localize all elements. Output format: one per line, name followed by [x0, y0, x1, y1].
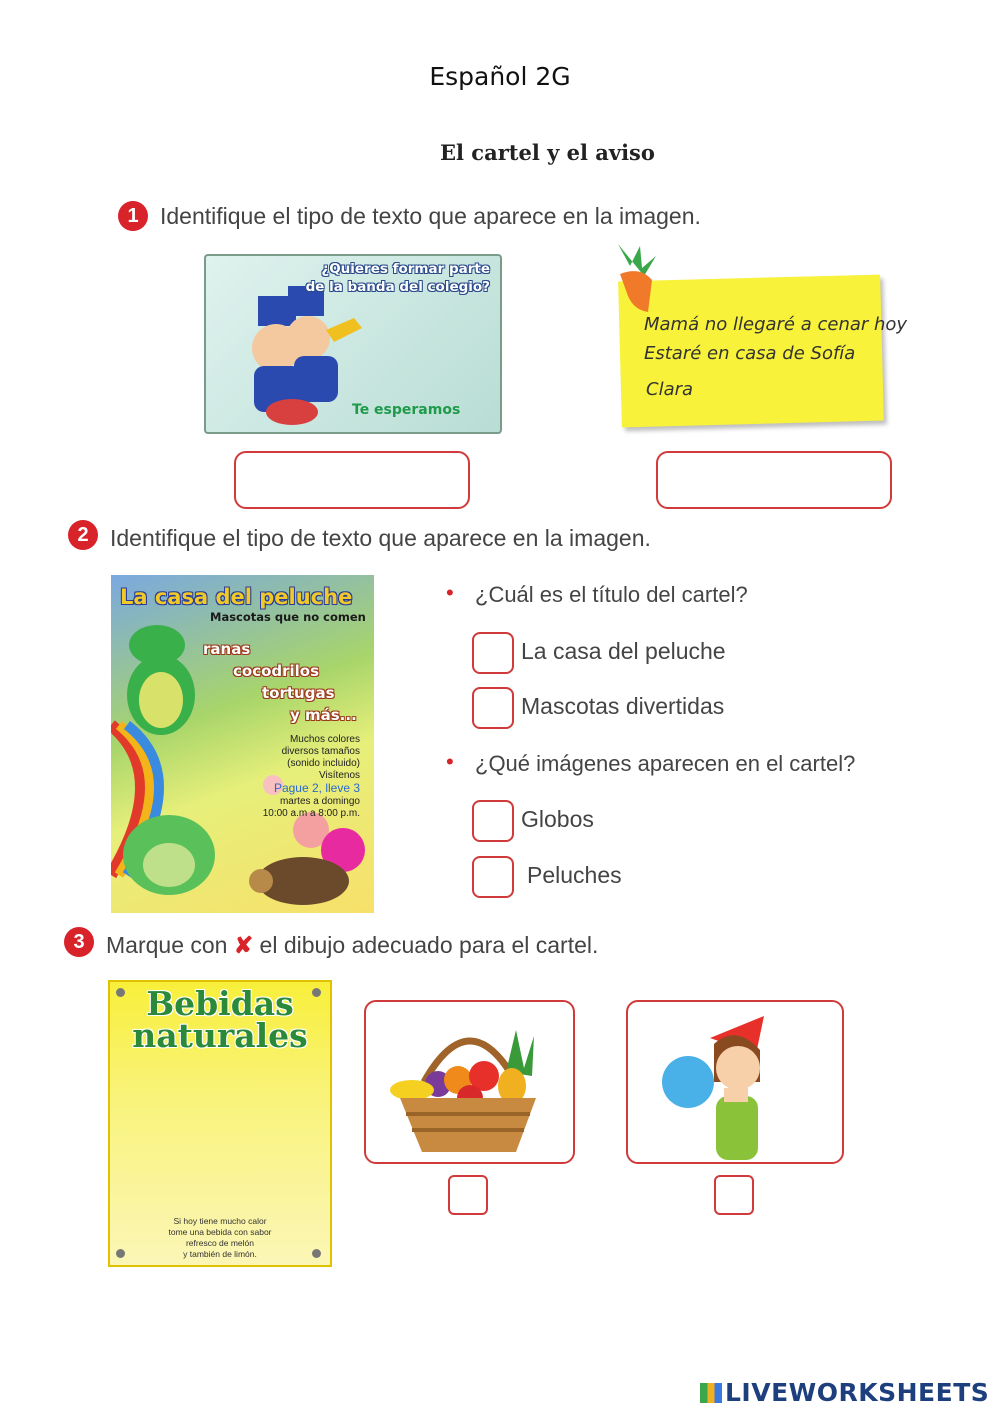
- section-title: El cartel y el aviso: [440, 140, 655, 165]
- option-b1-label: Globos: [521, 806, 594, 832]
- peluche-promo: Pague 2, lleve 3: [273, 781, 360, 795]
- option-b2-label: Peluches: [527, 862, 622, 888]
- checkbox-option-b2[interactable]: [472, 856, 514, 898]
- question-number-1: 1: [118, 201, 148, 231]
- peluche-word-1: ranas: [203, 640, 251, 658]
- note-line-1: Mamá no llegaré a cenar hoy: [644, 314, 908, 335]
- band-poster-heading: ¿Quieres formar parte de la banda del colegio?: [305, 261, 490, 295]
- note-line-2: Estaré en casa de Sofía: [644, 343, 856, 364]
- checkbox-option-a1[interactable]: [472, 632, 514, 674]
- bullet-icon: •: [446, 749, 454, 774]
- peluche-hours: martes a domingo 10:00 a.m a 8:00 p.m.: [262, 796, 360, 819]
- fruit-basket-icon: [366, 1002, 573, 1162]
- answer-box-1a[interactable]: [234, 451, 470, 509]
- peluche-poster-subtitle: Mascotas que no comen: [210, 610, 366, 624]
- question-number-2: 2: [68, 520, 98, 550]
- bebidas-poster-footer: Si hoy tiene mucho calor tome una bebida con sabor refresco de melón y también de limón.: [168, 1216, 272, 1259]
- peluche-details: Muchos colores diversos tamaños (sonido incluido) Visítenos: [281, 734, 360, 781]
- question-number-3: 3: [64, 927, 94, 957]
- brand-icon: [700, 1383, 722, 1403]
- x-mark-icon: ✘: [233, 932, 254, 958]
- fruit-basket-option[interactable]: [364, 1000, 575, 1164]
- question-2a: ¿Cuál es el título del cartel?: [475, 582, 748, 607]
- checkbox-fruit-basket[interactable]: [448, 1175, 488, 1215]
- question-2-instruction: Identifique el tipo de texto que aparece en la imagen.: [110, 525, 651, 551]
- checkbox-girl-balloon[interactable]: [714, 1175, 754, 1215]
- bebidas-poster-title: Bebidas naturales: [132, 984, 308, 1055]
- question-2b: ¿Qué imágenes aparecen en el cartel?: [475, 751, 856, 776]
- option-a2-label: Mascotas divertidas: [521, 693, 725, 719]
- pin-icon: [312, 1249, 321, 1258]
- carrot-icon: [600, 240, 670, 315]
- peluche-word-2: cocodrilos: [233, 662, 320, 680]
- question-3-instruction: Marque con ✘ el dibujo adecuado para el cartel.: [106, 932, 599, 958]
- option-a1-label: La casa del peluche: [521, 638, 726, 664]
- bullet-icon: •: [446, 580, 454, 605]
- page-title: Español 2G: [429, 62, 571, 91]
- peluche-poster-title: La casa del peluche: [120, 585, 353, 609]
- brand-logo: LIVEWORKSHEETS: [700, 1378, 989, 1407]
- peluche-word-3: tortugas: [262, 684, 335, 702]
- peluche-word-4: y más...: [290, 706, 357, 724]
- checkbox-option-a2[interactable]: [472, 687, 514, 729]
- note-signature: Clara: [646, 379, 694, 400]
- girl-balloon-option[interactable]: [626, 1000, 844, 1164]
- girl-balloon-icon: [628, 1002, 842, 1162]
- answer-box-1b[interactable]: [656, 451, 892, 509]
- checkbox-option-b1[interactable]: [472, 800, 514, 842]
- question-1-instruction: Identifique el tipo de texto que aparece en la imagen.: [160, 203, 701, 229]
- band-poster-footer: Te esperamos: [352, 402, 461, 418]
- pin-icon: [116, 1249, 125, 1258]
